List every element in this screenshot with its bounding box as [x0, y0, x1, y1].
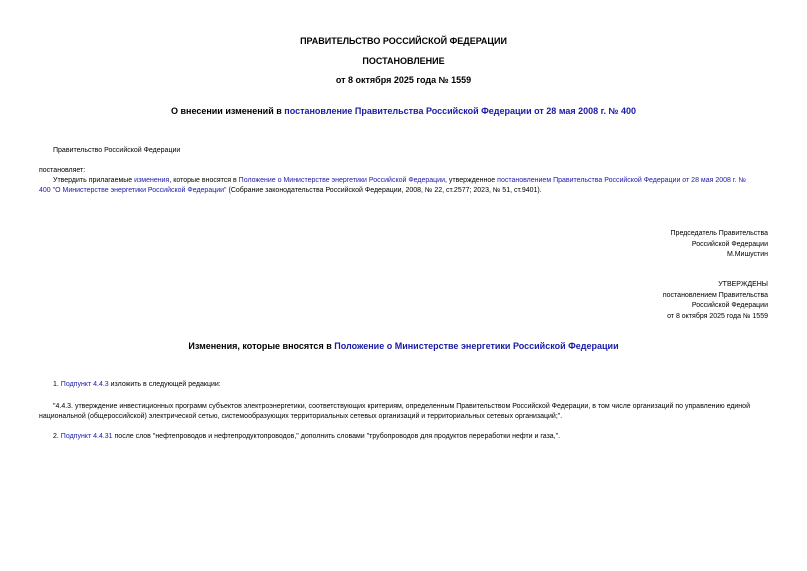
approval-heading: УТВЕРЖДЕНЫ: [718, 281, 768, 288]
item-2: [53, 432, 560, 442]
intro-decrees: постановляет:: [39, 167, 86, 174]
item-1-number: 1.: [53, 381, 61, 388]
subclause-4-4-3-link[interactable]: Подпункт 4.4.3: [60, 381, 109, 388]
quoted-text: [39, 402, 769, 422]
approval-block: [663, 280, 768, 322]
decree-link-part2[interactable]: 400 "О Министерстве энергетики Российской Федерации": [39, 187, 227, 194]
clause-text-4: (Собрание законодательства Российской Федерации, 2008, № 22, ст.2577; 2023, № 51, ст.9401).: [226, 187, 542, 194]
item-2-text: после слов "нефтепроводов и нефтепродуктопроводов," дополнить словами "трубопроводов для продуктов переработки нефти и газа,".: [112, 433, 561, 440]
main-clause: [39, 176, 769, 196]
item-1-text: изложить в следующей редакции:: [108, 381, 221, 388]
approval-line-4: от 8 октября 2025 года № 1559: [667, 312, 768, 320]
changes-title: [0, 341, 807, 351]
changes-link[interactable]: изменения: [134, 177, 170, 184]
clause-text-1: Утвердить прилагаемые: [53, 177, 135, 184]
decree-link-part1[interactable]: постановлением Правительства Российской Федерации от 28 мая 2008 г. №: [497, 177, 746, 184]
signature-block: [671, 229, 768, 261]
document-date: от 8 октября 2025 года № 1559: [335, 75, 472, 85]
signature-title: Председатель Правительства: [670, 230, 768, 237]
intro-body: Правительство Российской Федерации: [53, 147, 181, 154]
signature-name: М.Мишустин: [726, 251, 768, 258]
signature-country: Российской Федерации: [691, 240, 768, 248]
changes-title-link[interactable]: Положение о Министерстве энергетики Российской Федерации: [334, 341, 619, 351]
document-title: [0, 106, 807, 116]
subclause-4-4-31-link[interactable]: Подпункт 4.4.31: [60, 433, 113, 440]
document-title-prefix: О внесении изменений в: [170, 106, 285, 116]
title-decree-link[interactable]: постановление Правительства Российской Федерации от 28 мая 2008 г. № 400: [284, 106, 637, 116]
quoted-text-line-1: "4.4.3. утверждение инвестиционных программ субъектов электроэнергетики, соответствующих критериям, определенным Правительством Российской Федерации, в том числе организаций по управлению единой: [53, 403, 750, 410]
approval-line-2: постановлением Правительства: [662, 291, 768, 299]
document-type: ПОСТАНОВЛЕНИЕ: [362, 56, 445, 66]
clause-text-3: , утвержденное: [445, 177, 498, 184]
clause-text-2: , которые вносятся в: [169, 177, 239, 184]
quoted-text-line-2: национальной (общероссийской) электрической сетью, системообразующих территориальных сетевых организаций и территориальных сетевых организаций;".: [39, 413, 563, 420]
item-2-number: 2.: [53, 433, 61, 440]
government-heading: ПРАВИТЕЛЬСТВО РОССИЙСКОЙ ФЕДЕРАЦИИ: [300, 36, 507, 46]
changes-title-prefix: Изменения, которые вносятся в: [188, 341, 335, 351]
item-1: [53, 380, 221, 390]
approval-line-3: Российской Федерации: [691, 302, 768, 309]
regulation-link[interactable]: Положение о Министерстве энергетики Российской Федерации: [238, 177, 445, 184]
